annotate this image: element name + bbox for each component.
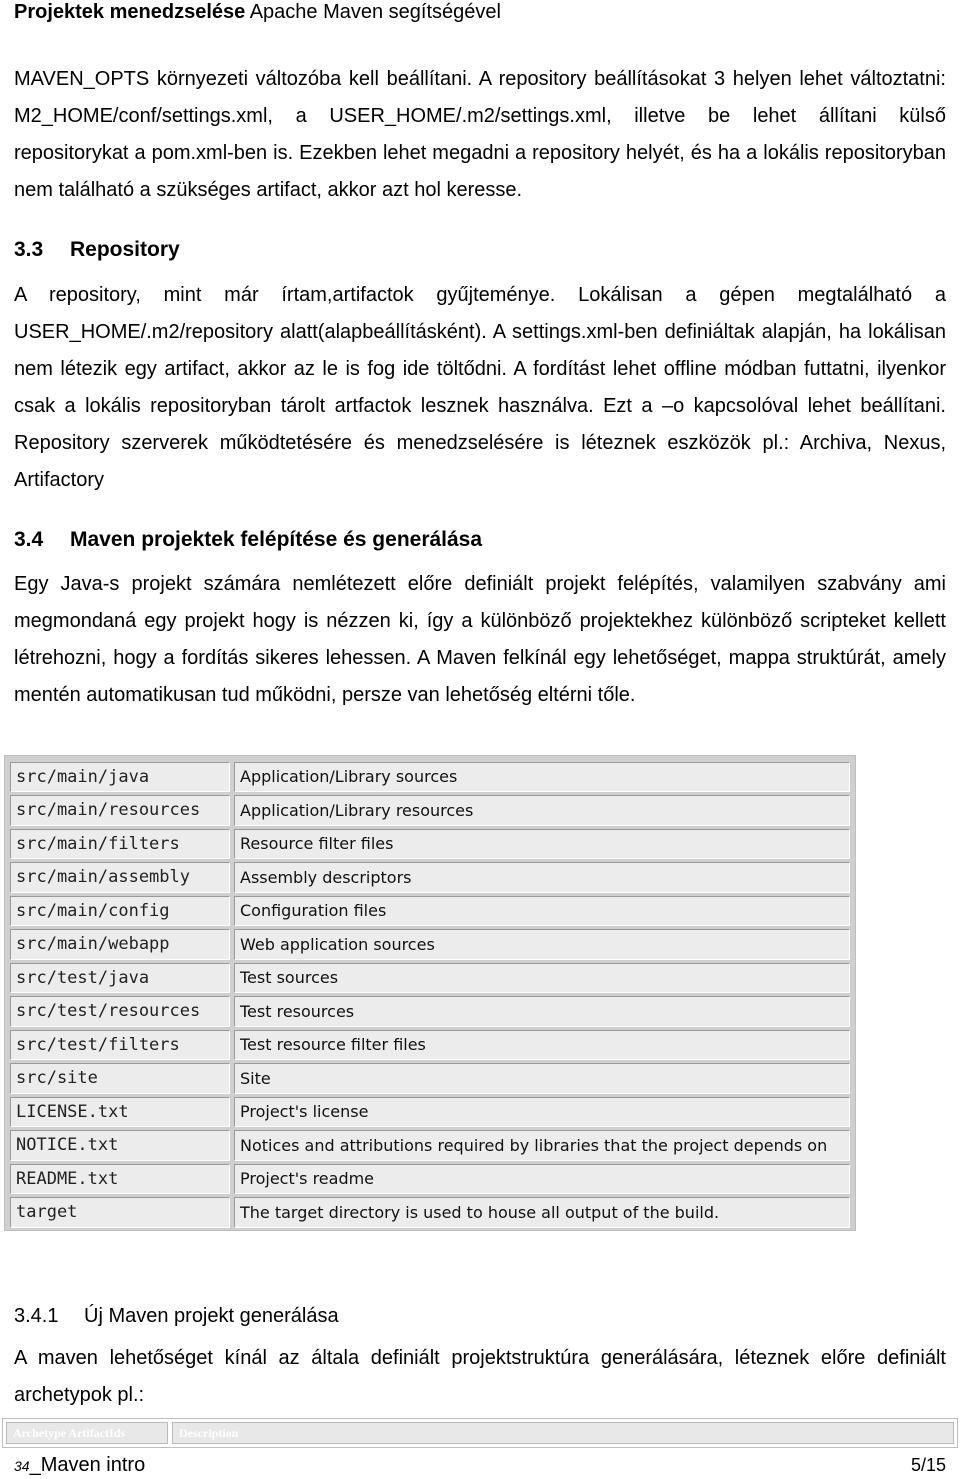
table-row bbox=[8, 894, 852, 928]
directory-path-cell: src/main/assembly bbox=[10, 862, 230, 893]
table-row bbox=[8, 1129, 852, 1163]
table-row bbox=[8, 928, 852, 962]
archetype-table bbox=[2, 1418, 958, 1448]
repository-paragraph: A repository, mint már írtam,artifactok gyűjteménye. Lokálisan a gépen megtalálható a USER_HOME/.m2/repository alatt(alapbeállításként). A settings.xml-ben definiáltak alapján, ha lokálisan nem létezik egy artifact, akkor az le is fog ide töltődni. A fordítást lehet offline módban futtatni, ilyenkor csak a lokális repositoryban tárolt artfactok lesznek használva. Ezt a –o kapcsolóval lehet beállítani. Repository szerverek működtetésére és menedzselésére is léteznek eszközök pl.: Archiva, Nexus, Artifactory bbox=[14, 284, 946, 491]
section-heading-3-4 bbox=[14, 526, 482, 554]
table-row bbox=[8, 760, 852, 794]
table-row bbox=[8, 1095, 852, 1129]
section-title: Maven projektek felépítése és generálása bbox=[70, 528, 483, 551]
directory-path-cell: src/main/java bbox=[10, 762, 230, 793]
directory-description-cell: Project's readme bbox=[234, 1164, 850, 1195]
directory-description-cell: Test sources bbox=[234, 963, 850, 994]
directory-path-cell: README.txt bbox=[10, 1164, 230, 1195]
directory-description-cell: Project's license bbox=[234, 1097, 850, 1128]
intro-paragraph: MAVEN_OPTS környezeti változóba kell beállítani. A repository beállításokat 3 helyen lehet változtatni: M2_HOME/conf/settings.xml, a USER_HOME/.m2/settings.xml, illetve be lehet állítani külső repositorykat a pom.xml-ben is. Ezekben lehet megadni a repository helyét, és ha a lokális repositoryban nem található a szükséges artifact, akkor azt hol keresse. bbox=[14, 68, 946, 201]
directory-path-cell: src/main/resources bbox=[10, 795, 230, 826]
directory-description-cell: Resource filter files bbox=[234, 829, 850, 860]
directory-path-cell: target bbox=[10, 1197, 230, 1228]
section-title: Repository bbox=[70, 238, 180, 261]
directory-layout-table bbox=[4, 755, 856, 1231]
table-row bbox=[8, 995, 852, 1029]
table-row bbox=[8, 1162, 852, 1196]
description-column-header: Description bbox=[172, 1422, 954, 1444]
directory-path-cell: NOTICE.txt bbox=[10, 1130, 230, 1161]
directory-path-cell: src/main/config bbox=[10, 896, 230, 927]
directory-description-cell: Site bbox=[234, 1063, 850, 1094]
directory-description-cell: The target directory is used to house all output of the build. bbox=[234, 1197, 850, 1228]
table-row bbox=[8, 794, 852, 828]
footer-page-number: 5/15 bbox=[910, 1455, 946, 1475]
header-title-rest: Apache Maven segítségével bbox=[245, 1, 501, 23]
footer-title: _Maven intro bbox=[29, 1454, 146, 1476]
running-header bbox=[14, 0, 501, 24]
directory-description-cell: Application/Library resources bbox=[234, 795, 850, 826]
directory-description-cell: Configuration files bbox=[234, 896, 850, 927]
directory-description-cell: Notices and attributions required by libraries that the project depends on bbox=[234, 1130, 850, 1161]
section-number: 3.4.1 bbox=[14, 1305, 59, 1327]
directory-description-cell: Test resource filter files bbox=[234, 1030, 850, 1061]
section-heading-3-4-1 bbox=[14, 1303, 339, 1329]
section-heading-3-3 bbox=[14, 236, 180, 264]
directory-path-cell: src/test/resources bbox=[10, 996, 230, 1027]
table-row bbox=[8, 827, 852, 861]
section-title: Új Maven projekt generálása bbox=[84, 1305, 339, 1327]
directory-path-cell: src/main/filters bbox=[10, 829, 230, 860]
directory-description-cell: Application/Library sources bbox=[234, 762, 850, 793]
table-row bbox=[8, 1028, 852, 1062]
directory-description-cell: Web application sources bbox=[234, 929, 850, 960]
table-row bbox=[8, 961, 852, 995]
directory-description-cell: Assembly descriptors bbox=[234, 862, 850, 893]
footer-page-prefix: 34 bbox=[14, 1458, 30, 1474]
directory-path-cell: src/main/webapp bbox=[10, 929, 230, 960]
footer-doc-title bbox=[14, 1453, 145, 1478]
section-number: 3.3 bbox=[14, 238, 44, 261]
directory-path-cell: src/test/java bbox=[10, 963, 230, 994]
table-row bbox=[8, 861, 852, 895]
table-row bbox=[8, 1196, 852, 1230]
directory-path-cell: LICENSE.txt bbox=[10, 1097, 230, 1128]
directory-description-cell: Test resources bbox=[234, 996, 850, 1027]
project-structure-paragraph: Egy Java-s projekt számára nemlétezett előre definiált projekt felépítés, valamilyen szabvány ami megmondaná egy projekt hogy is nézzen ki, így a különböző projektekhez különböző scripteket kellett létrehozni, hogy a fordítás sikeres lehessen. A Maven felkínál egy lehetőséget, mappa struktúrát, amely mentén automatikusan tud működni, persze van lehetőség eltérni tőle. bbox=[14, 573, 946, 706]
header-title-bold: Projektek menedzselése bbox=[14, 1, 246, 23]
section-number: 3.4 bbox=[14, 528, 44, 551]
archetype-column-header: Archetype ArtifactIds bbox=[6, 1422, 168, 1444]
table-row bbox=[8, 1062, 852, 1096]
directory-path-cell: src/test/filters bbox=[10, 1030, 230, 1061]
archetype-paragraph: A maven lehetőséget kínál az általa definiált projektstruktúra generálására, léteznek előre definiált archetypok pl.: bbox=[14, 1347, 946, 1406]
directory-path-cell: src/site bbox=[10, 1063, 230, 1094]
